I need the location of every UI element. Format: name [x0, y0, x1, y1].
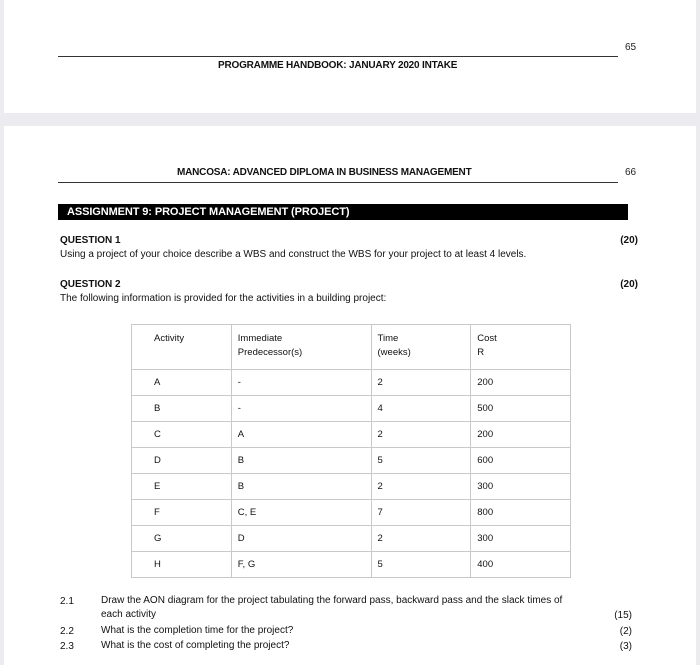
- question1-title: QUESTION 1: [60, 235, 121, 246]
- cell-time: 4: [371, 396, 471, 422]
- cell-time: 5: [371, 448, 471, 474]
- header-predecessors: Immediate Predecessor(s): [231, 325, 371, 370]
- header-rule: [58, 182, 618, 183]
- table-row: [132, 370, 571, 396]
- subquestion-text: Draw the AON diagram for the project tabulating the forward pass, backward pass and the slack times of each activity: [101, 595, 563, 620]
- cell-time: 2: [371, 474, 471, 500]
- table-row: [132, 396, 571, 422]
- header-rule: [58, 56, 618, 57]
- assignment-title-bar: ASSIGNMENT 9: PROJECT MANAGEMENT (PROJECT): [58, 204, 628, 220]
- cell-cost: 500: [471, 396, 571, 422]
- subquestion-number: 2.3: [60, 641, 74, 652]
- subquestion-text: What is the cost of completing the project?: [101, 640, 290, 651]
- question2-marks: (20): [620, 279, 638, 290]
- cell-predecessor: D: [231, 526, 371, 552]
- subquestion-marks: (2): [619, 626, 632, 637]
- cell-time: 7: [371, 500, 471, 526]
- cell-predecessor: A: [231, 422, 371, 448]
- header-activity: Activity: [132, 325, 232, 370]
- handbook-header: PROGRAMME HANDBOOK: JANUARY 2020 INTAKE: [218, 60, 458, 71]
- cell-cost: 300: [471, 474, 571, 500]
- page-number: 65: [625, 42, 637, 53]
- activities-table: [131, 324, 571, 578]
- cell-time: 2: [371, 422, 471, 448]
- question1-marks: (20): [620, 235, 638, 246]
- cell-predecessor: F, G: [231, 552, 371, 578]
- cell-predecessor: -: [231, 370, 371, 396]
- subquestion-text: What is the completion time for the project?: [101, 625, 294, 636]
- cell-cost: 400: [471, 552, 571, 578]
- table-row: [132, 422, 571, 448]
- subquestion-number: 2.2: [60, 626, 74, 637]
- cell-time: 2: [371, 526, 471, 552]
- cell-activity: C: [132, 422, 232, 448]
- cell-cost: 200: [471, 422, 571, 448]
- cell-activity: F: [132, 500, 232, 526]
- cell-predecessor: C, E: [231, 500, 371, 526]
- subquestion-marks: (3): [619, 641, 632, 652]
- table-row: [132, 500, 571, 526]
- page-66: [4, 126, 696, 665]
- cell-predecessor: B: [231, 474, 371, 500]
- table-row: [132, 448, 571, 474]
- subquestion-number: 2.1: [60, 596, 74, 607]
- cell-cost: 200: [471, 370, 571, 396]
- table-row: [132, 474, 571, 500]
- header-time: Time (weeks): [371, 325, 471, 370]
- cell-activity: E: [132, 474, 232, 500]
- cell-activity: A: [132, 370, 232, 396]
- cell-cost: 600: [471, 448, 571, 474]
- cell-cost: 300: [471, 526, 571, 552]
- cell-cost: 800: [471, 500, 571, 526]
- table-header-row: [132, 325, 571, 370]
- cell-time: 5: [371, 552, 471, 578]
- cell-activity: G: [132, 526, 232, 552]
- subquestion-marks: (15): [614, 610, 632, 621]
- question2-intro: The following information is provided for the activities in a building project:: [60, 293, 387, 304]
- header-cost: Cost R: [471, 325, 571, 370]
- page-number: 66: [625, 167, 637, 178]
- cell-time: 2: [371, 370, 471, 396]
- mancosa-header: MANCOSA: ADVANCED DIPLOMA IN BUSINESS MANAGEMENT: [177, 167, 472, 178]
- table-row: [132, 552, 571, 578]
- cell-activity: H: [132, 552, 232, 578]
- question1-text: Using a project of your choice describe a WBS and construct the WBS for your project to at least 4 levels.: [60, 249, 527, 260]
- cell-predecessor: B: [231, 448, 371, 474]
- table-row: [132, 526, 571, 552]
- page-65: [4, 0, 696, 113]
- question2-title: QUESTION 2: [60, 279, 121, 290]
- cell-predecessor: -: [231, 396, 371, 422]
- cell-activity: B: [132, 396, 232, 422]
- cell-activity: D: [132, 448, 232, 474]
